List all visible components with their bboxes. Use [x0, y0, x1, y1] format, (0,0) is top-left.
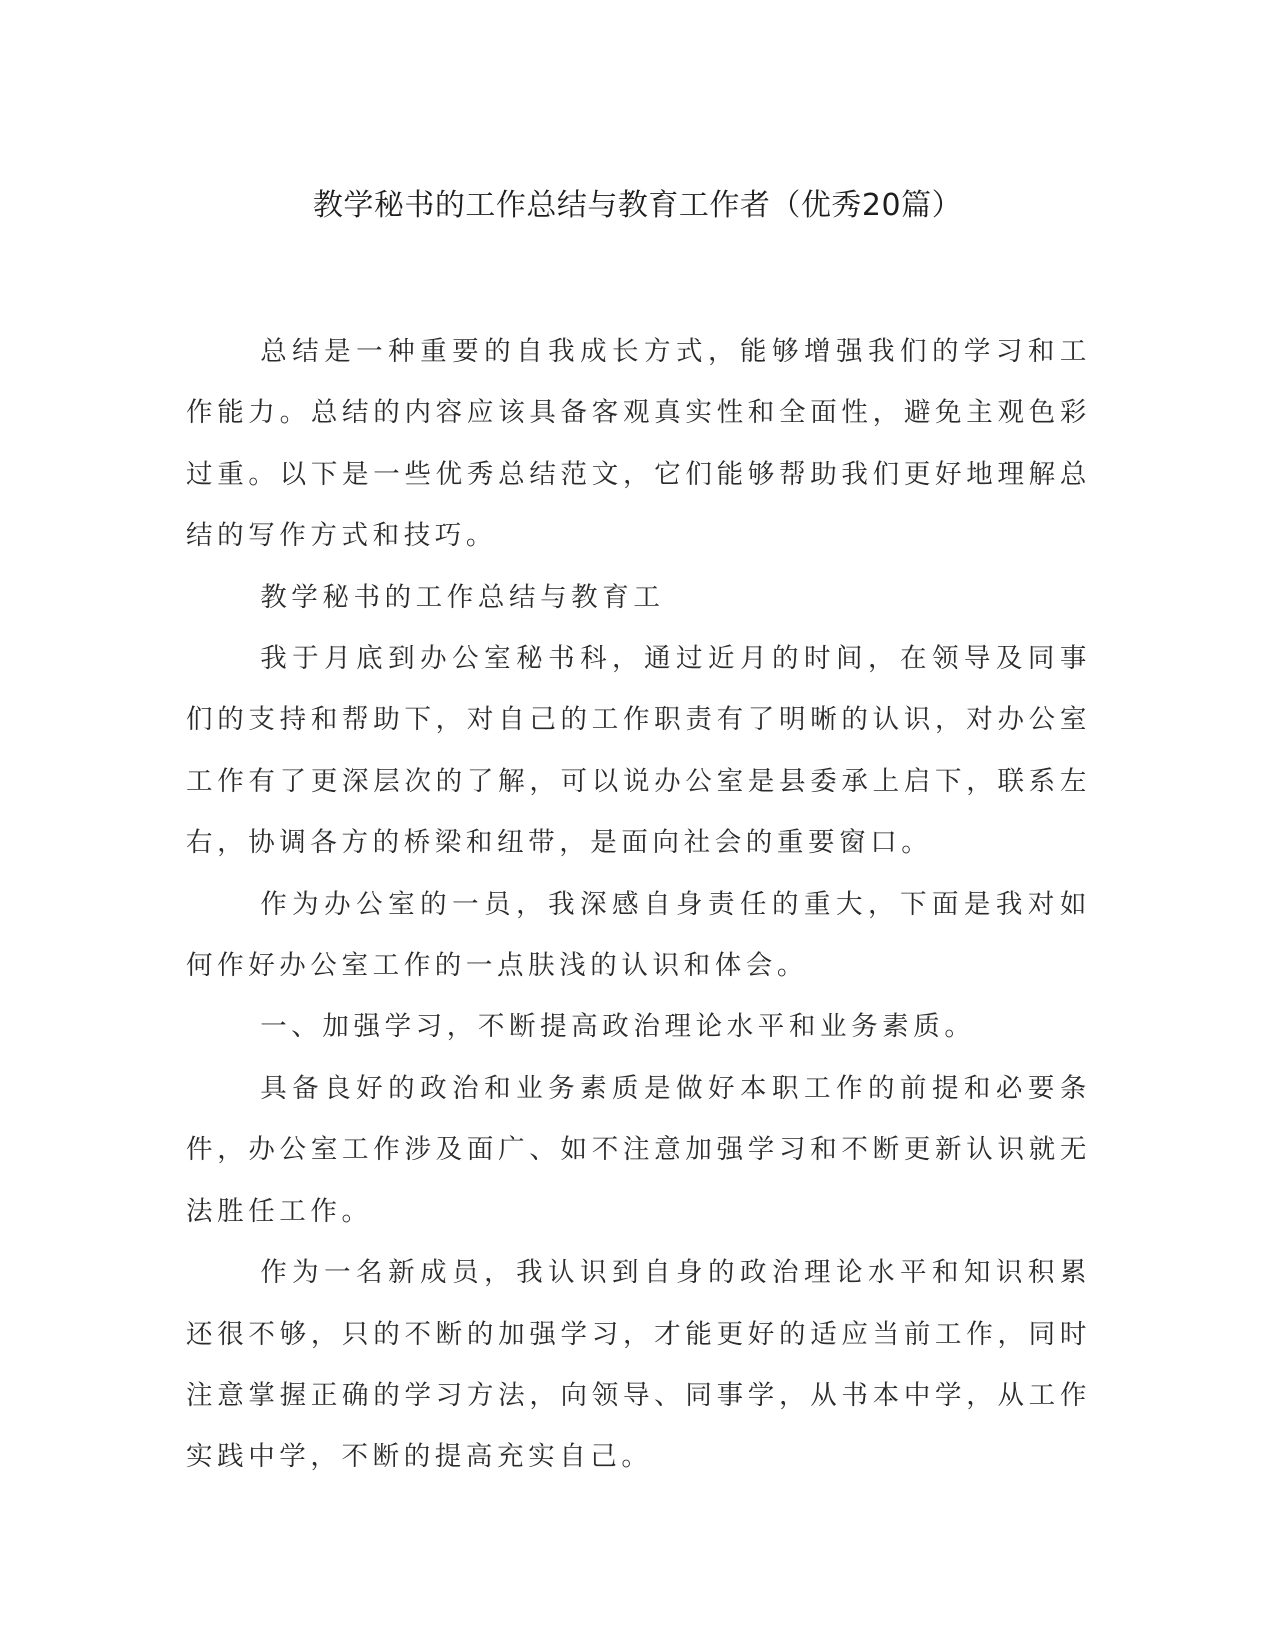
paragraph-arrival: 我于月底到办公室秘书科，通过近月的时间，在领导及同事们的支持和帮助下，对自己的工作职责有了明晰的认识，对办公室工作有了更深层次的了解，可以说办公室是县委承上启下，联系左右，协调各方的桥梁和纽带，是面向社会的重要窗口。 [186, 643, 1091, 859]
document-title: 教学秘书的工作总结与教育工作者（优秀20篇） [312, 188, 963, 223]
paragraph-quality: 具备良好的政治和业务素质是做好本职工作的前提和必要条件，办公室工作涉及面广、如不注意加强学习和不断更新认识就无法胜任工作。 [186, 1072, 1091, 1227]
paragraph-section-heading: 一、加强学习，不断提高政治理论水平和业务素质。 [260, 1011, 976, 1043]
paragraph-intro: 总结是一种重要的自我成长方式，能够增强我们的学习和工作能力。总结的内容应该具备客观真实性和全面性，避免主观色彩过重。以下是一些优秀总结范文，它们能够帮助我们更好地理解总结的写作方式和技巧。 [186, 336, 1091, 552]
paragraph-subtitle: 教学秘书的工作总结与教育工 [260, 581, 665, 613]
paragraph-new-member: 作为一名新成员，我认识到自身的政治理论水平和知识积累还很不够，只的不断的加强学习，才能更好的适应当前工作，同时注意掌握正确的学习方法，向领导、同事学，从书本中学，从工作实践中学，不断的提高充实自己。 [186, 1257, 1091, 1473]
document-body [186, 321, 1091, 1488]
paragraph-responsibility: 作为办公室的一员，我深感自身责任的重大，下面是我对如何作好办公室工作的一点肤浅的认识和体会。 [186, 888, 1091, 982]
